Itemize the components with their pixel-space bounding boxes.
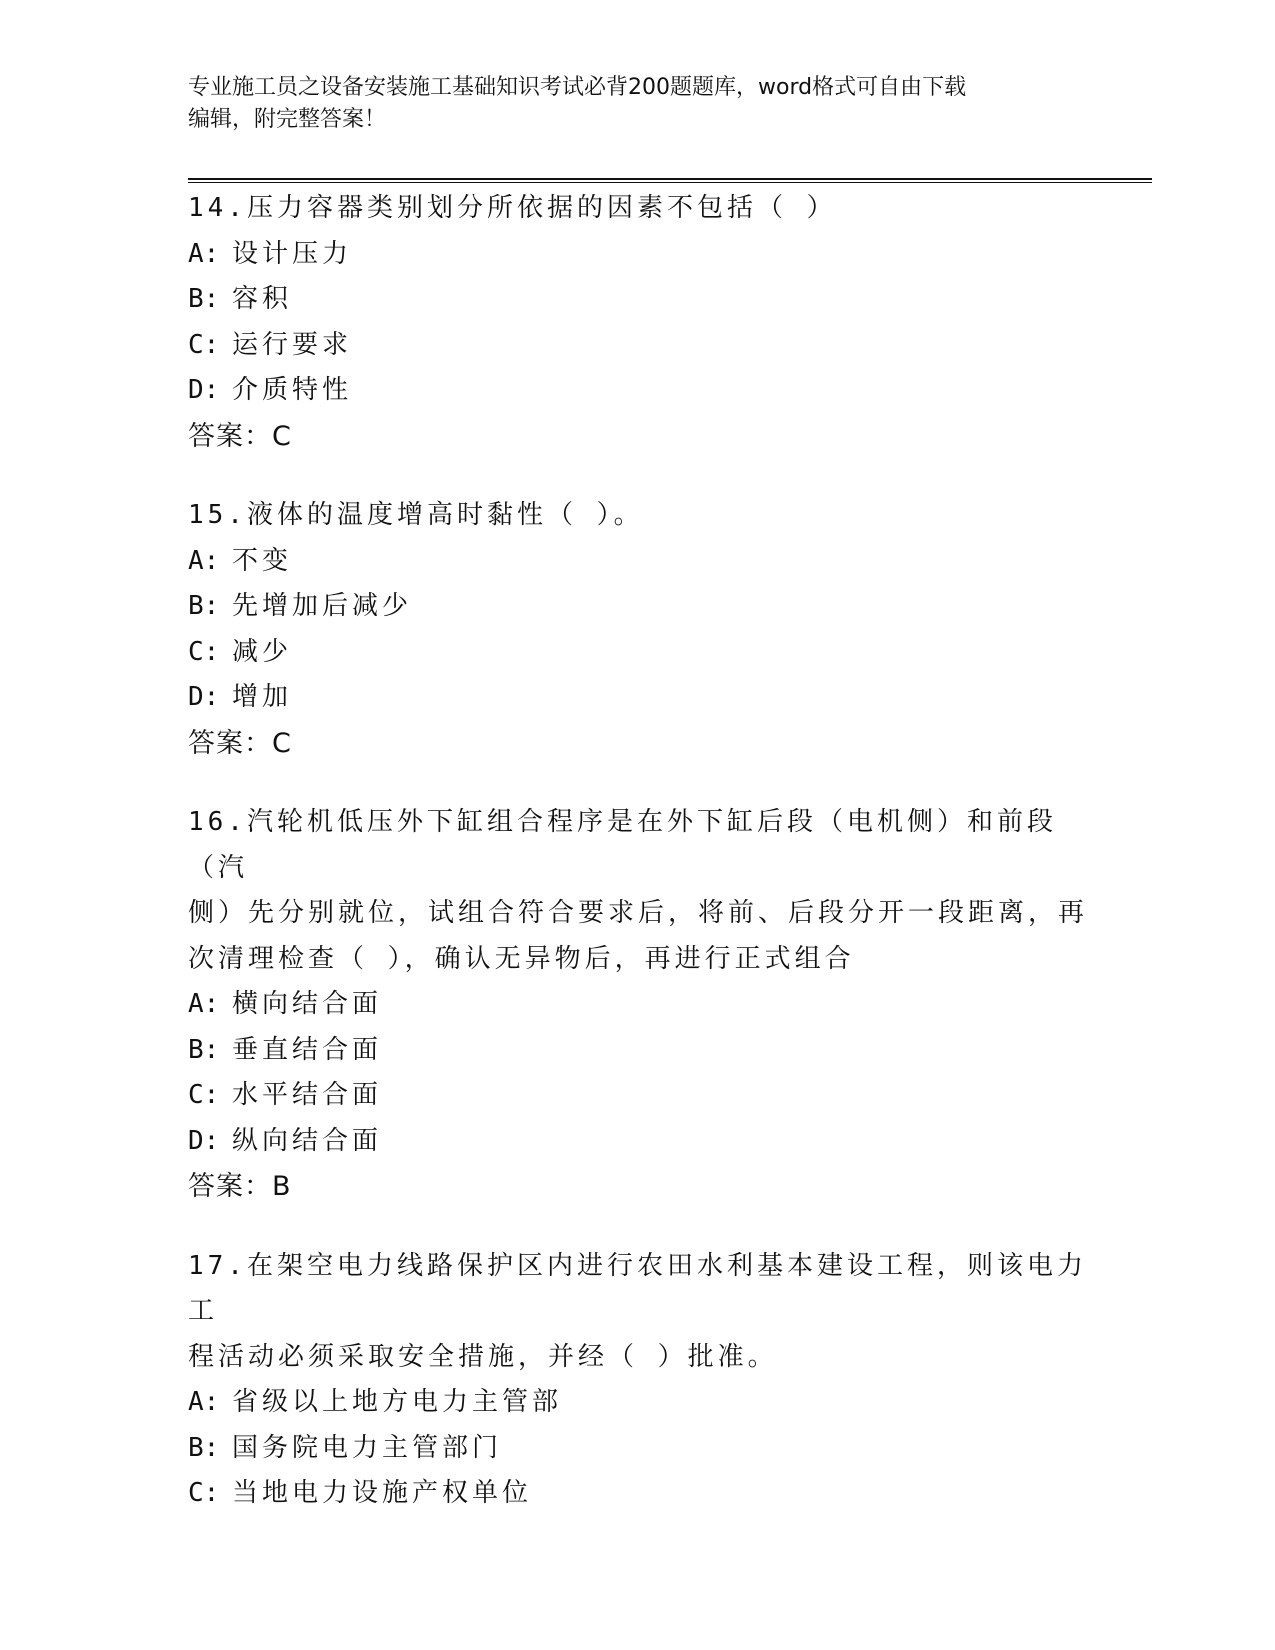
option-key: C: bbox=[188, 636, 220, 667]
option-c bbox=[188, 323, 1088, 369]
option-text: 垂直结合面 bbox=[232, 1034, 383, 1065]
question-16 bbox=[188, 800, 1088, 1210]
option-text: 运行要求 bbox=[232, 329, 353, 360]
question-14 bbox=[188, 186, 1088, 459]
option-text: 先增加后减少 bbox=[232, 591, 413, 621]
option-text: 容积 bbox=[232, 284, 293, 314]
option-b bbox=[188, 1426, 1088, 1472]
header-line-1: 专业施工员之设备安装施工基础知识考试必背200题题库，word格式可自由下载 bbox=[188, 75, 967, 100]
question-text-line-1: 16.汽轮机低压外下缸组合程序是在外下缸后段（电机侧）和前段（汽 bbox=[188, 807, 1057, 883]
option-a bbox=[188, 232, 1088, 278]
header-divider bbox=[188, 178, 1152, 183]
option-key: B: bbox=[188, 1432, 220, 1463]
header-line-2: 编辑，附完整答案！ bbox=[188, 107, 387, 132]
question-17 bbox=[188, 1244, 1088, 1517]
option-c bbox=[188, 1471, 1088, 1517]
option-text: 减少 bbox=[232, 636, 293, 667]
option-text: 国务院电力主管部门 bbox=[232, 1432, 503, 1463]
option-key: D: bbox=[188, 682, 220, 712]
option-key: A: bbox=[188, 989, 220, 1019]
document-header bbox=[188, 72, 1068, 136]
option-text: 纵向结合面 bbox=[232, 1125, 383, 1156]
option-a bbox=[188, 982, 1088, 1028]
option-key: C: bbox=[188, 1478, 220, 1508]
answer-line: 答案：B bbox=[188, 1171, 292, 1202]
option-key: D: bbox=[188, 375, 220, 405]
option-key: A: bbox=[188, 238, 220, 269]
question-15 bbox=[188, 493, 1088, 766]
option-key: A: bbox=[188, 1387, 220, 1417]
option-d bbox=[188, 675, 1088, 721]
question-text: 15.液体的温度增高时黏性（ ）。 bbox=[188, 500, 644, 530]
option-text: 增加 bbox=[232, 682, 293, 712]
option-key: D: bbox=[188, 1125, 220, 1156]
option-text: 介质特性 bbox=[232, 375, 353, 405]
option-key: A: bbox=[188, 545, 220, 576]
option-key: B: bbox=[188, 284, 220, 314]
question-text-line-1: 17.在架空电力线路保护区内进行农田水利基本建设工程，则该电力工 bbox=[188, 1250, 1087, 1326]
question-list bbox=[188, 186, 1088, 1551]
option-text: 当地电力设施产权单位 bbox=[232, 1478, 533, 1508]
question-text-line-2: 程活动必须采取安全措施，并经（ ）批准。 bbox=[188, 1341, 778, 1372]
option-a bbox=[188, 539, 1088, 585]
option-d bbox=[188, 368, 1088, 414]
answer-line: 答案：C bbox=[188, 420, 292, 452]
option-c bbox=[188, 630, 1088, 676]
option-a bbox=[188, 1380, 1088, 1426]
option-key: C: bbox=[188, 1080, 220, 1110]
option-text: 横向结合面 bbox=[232, 989, 383, 1019]
option-text: 不变 bbox=[232, 545, 293, 576]
question-text: 14.压力容器类别划分所依据的因素不包括（ ） bbox=[188, 193, 837, 223]
option-b bbox=[188, 1028, 1088, 1074]
option-text: 设计压力 bbox=[232, 238, 353, 269]
question-text-line-2: 侧）先分别就位，试组合符合要求后，将前、后段分开一段距离，再 bbox=[188, 898, 1089, 928]
option-b bbox=[188, 277, 1088, 323]
answer-line: 答案：C bbox=[188, 727, 292, 759]
option-d bbox=[188, 1119, 1088, 1165]
option-key: B: bbox=[188, 1034, 220, 1065]
option-text: 省级以上地方电力主管部 bbox=[232, 1387, 563, 1417]
option-key: C: bbox=[188, 329, 220, 360]
option-c bbox=[188, 1073, 1088, 1119]
option-key: B: bbox=[188, 591, 220, 621]
option-text: 水平结合面 bbox=[232, 1080, 383, 1110]
question-text-line-3: 次清理检查（ ），确认无异物后，再进行正式组合 bbox=[188, 943, 855, 974]
option-b bbox=[188, 584, 1088, 630]
